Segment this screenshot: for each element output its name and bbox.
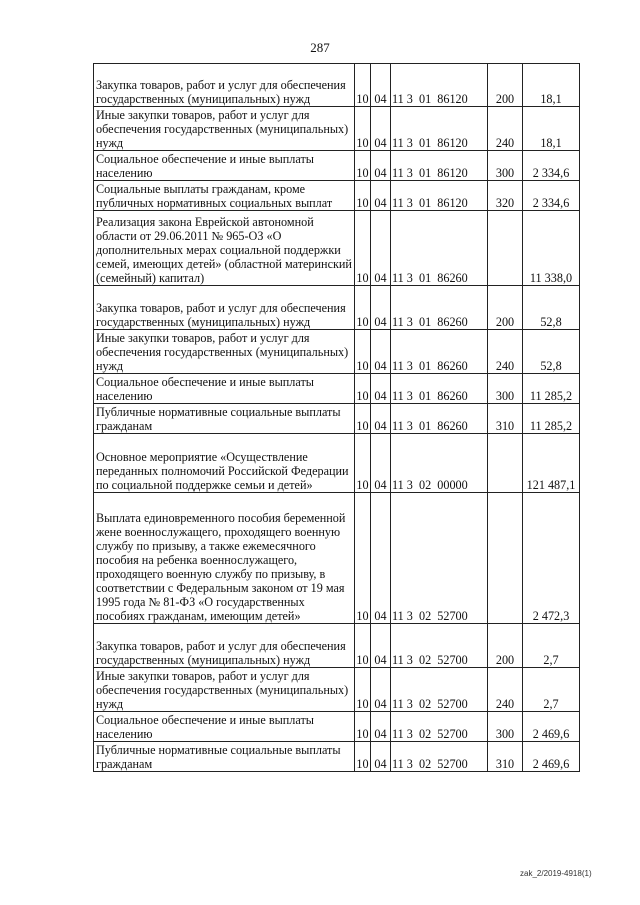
row-section-code: 10 bbox=[355, 64, 371, 107]
row-amount: 18,1 bbox=[523, 107, 580, 151]
row-amount: 11 338,0 bbox=[523, 211, 580, 286]
row-amount: 11 285,2 bbox=[523, 404, 580, 434]
row-name: Выплата единовременного пособия беременной жене военнослужащего, проходящего военную службу по призыву, а также ежемесячного пособия на ребенка военнослужащего, проходящего военную службу по призыву, в соответствии с Федеральным законом от 19 мая 1995 года № 81-ФЗ «О государственных пособиях гражданам, имеющим детей» bbox=[94, 493, 355, 624]
row-amount: 11 285,2 bbox=[523, 374, 580, 404]
row-amount: 2,7 bbox=[523, 668, 580, 712]
row-program-code: 11 3 01 86260 bbox=[391, 211, 488, 286]
row-amount: 2 469,6 bbox=[523, 742, 580, 772]
row-amount: 2 334,6 bbox=[523, 151, 580, 181]
table-row bbox=[94, 211, 580, 286]
row-subsection-code: 04 bbox=[371, 624, 391, 668]
row-expense-type: 200 bbox=[488, 286, 523, 330]
row-section-code: 10 bbox=[355, 493, 371, 624]
table-row bbox=[94, 434, 580, 493]
row-expense-type: 200 bbox=[488, 624, 523, 668]
row-program-code: 11 3 02 52700 bbox=[391, 668, 488, 712]
row-expense-type: 240 bbox=[488, 107, 523, 151]
row-subsection-code: 04 bbox=[371, 330, 391, 374]
row-program-code: 11 3 02 52700 bbox=[391, 712, 488, 742]
row-section-code: 10 bbox=[355, 712, 371, 742]
table-row bbox=[94, 107, 580, 151]
document-code: zak_2/2019-4918(1) bbox=[520, 869, 592, 878]
row-expense-type: 300 bbox=[488, 374, 523, 404]
row-name: Иные закупки товаров, работ и услуг для обеспечения государственных (муниципальных) нужд bbox=[94, 330, 355, 374]
row-name: Реализация закона Еврейской автономной области от 29.06.2011 № 965-ОЗ «О дополнительных мерах социальной поддержки семей, имеющих детей» (областной материнский (семейный) капитал) bbox=[94, 211, 355, 286]
row-program-code: 11 3 01 86260 bbox=[391, 286, 488, 330]
row-section-code: 10 bbox=[355, 181, 371, 211]
row-program-code: 11 3 02 00000 bbox=[391, 434, 488, 493]
row-amount: 121 487,1 bbox=[523, 434, 580, 493]
row-amount: 52,8 bbox=[523, 286, 580, 330]
row-name: Социальное обеспечение и иные выплаты населению bbox=[94, 374, 355, 404]
row-subsection-code: 04 bbox=[371, 286, 391, 330]
row-subsection-code: 04 bbox=[371, 404, 391, 434]
budget-table bbox=[93, 63, 580, 772]
row-subsection-code: 04 bbox=[371, 434, 391, 493]
row-program-code: 11 3 02 52700 bbox=[391, 624, 488, 668]
row-section-code: 10 bbox=[355, 107, 371, 151]
table-row bbox=[94, 151, 580, 181]
row-name: Публичные нормативные социальные выплаты гражданам bbox=[94, 742, 355, 772]
row-name: Социальное обеспечение и иные выплаты населению bbox=[94, 712, 355, 742]
table-row bbox=[94, 330, 580, 374]
row-name: Социальное обеспечение и иные выплаты населению bbox=[94, 151, 355, 181]
page-number: 287 bbox=[310, 40, 330, 55]
row-section-code: 10 bbox=[355, 286, 371, 330]
row-name: Закупка товаров, работ и услуг для обеспечения государственных (муниципальных) нужд bbox=[94, 286, 355, 330]
row-expense-type: 200 bbox=[488, 64, 523, 107]
row-name: Иные закупки товаров, работ и услуг для обеспечения государственных (муниципальных) нужд bbox=[94, 107, 355, 151]
table-row bbox=[94, 404, 580, 434]
row-section-code: 10 bbox=[355, 434, 371, 493]
row-section-code: 10 bbox=[355, 151, 371, 181]
row-program-code: 11 3 01 86120 bbox=[391, 107, 488, 151]
row-subsection-code: 04 bbox=[371, 712, 391, 742]
row-name: Закупка товаров, работ и услуг для обеспечения государственных (муниципальных) нужд bbox=[94, 624, 355, 668]
table-row bbox=[94, 286, 580, 330]
table-row bbox=[94, 624, 580, 668]
row-expense-type: 320 bbox=[488, 181, 523, 211]
row-subsection-code: 04 bbox=[371, 493, 391, 624]
row-program-code: 11 3 01 86120 bbox=[391, 181, 488, 211]
row-program-code: 11 3 02 52700 bbox=[391, 493, 488, 624]
row-section-code: 10 bbox=[355, 742, 371, 772]
row-expense-type bbox=[488, 434, 523, 493]
row-subsection-code: 04 bbox=[371, 64, 391, 107]
row-amount: 2 334,6 bbox=[523, 181, 580, 211]
table-row bbox=[94, 181, 580, 211]
table-row bbox=[94, 374, 580, 404]
row-program-code: 11 3 01 86260 bbox=[391, 374, 488, 404]
row-amount: 2 472,3 bbox=[523, 493, 580, 624]
row-name: Публичные нормативные социальные выплаты гражданам bbox=[94, 404, 355, 434]
row-expense-type: 310 bbox=[488, 404, 523, 434]
row-expense-type: 300 bbox=[488, 151, 523, 181]
row-program-code: 11 3 01 86260 bbox=[391, 404, 488, 434]
row-program-code: 11 3 01 86120 bbox=[391, 151, 488, 181]
row-section-code: 10 bbox=[355, 211, 371, 286]
row-subsection-code: 04 bbox=[371, 211, 391, 286]
row-subsection-code: 04 bbox=[371, 181, 391, 211]
row-expense-type: 240 bbox=[488, 668, 523, 712]
row-amount: 2,7 bbox=[523, 624, 580, 668]
row-section-code: 10 bbox=[355, 668, 371, 712]
table-row bbox=[94, 742, 580, 772]
row-program-code: 11 3 01 86120 bbox=[391, 64, 488, 107]
row-section-code: 10 bbox=[355, 374, 371, 404]
row-section-code: 10 bbox=[355, 404, 371, 434]
row-expense-type: 310 bbox=[488, 742, 523, 772]
row-subsection-code: 04 bbox=[371, 151, 391, 181]
row-expense-type: 240 bbox=[488, 330, 523, 374]
table-row bbox=[94, 712, 580, 742]
row-expense-type: 300 bbox=[488, 712, 523, 742]
row-section-code: 10 bbox=[355, 624, 371, 668]
row-amount: 2 469,6 bbox=[523, 712, 580, 742]
row-expense-type bbox=[488, 493, 523, 624]
row-name: Социальные выплаты гражданам, кроме публичных нормативных социальных выплат bbox=[94, 181, 355, 211]
table-row bbox=[94, 64, 580, 107]
row-subsection-code: 04 bbox=[371, 668, 391, 712]
table-row bbox=[94, 493, 580, 624]
row-amount: 52,8 bbox=[523, 330, 580, 374]
row-subsection-code: 04 bbox=[371, 374, 391, 404]
row-program-code: 11 3 01 86260 bbox=[391, 330, 488, 374]
row-name: Закупка товаров, работ и услуг для обеспечения государственных (муниципальных) нужд bbox=[94, 64, 355, 107]
row-name: Основное мероприятие «Осуществление переданных полномочий Российской Федерации по социальной поддержке семьи и детей» bbox=[94, 434, 355, 493]
table-row bbox=[94, 668, 580, 712]
row-subsection-code: 04 bbox=[371, 107, 391, 151]
row-section-code: 10 bbox=[355, 330, 371, 374]
row-subsection-code: 04 bbox=[371, 742, 391, 772]
row-program-code: 11 3 02 52700 bbox=[391, 742, 488, 772]
row-amount: 18,1 bbox=[523, 64, 580, 107]
row-name: Иные закупки товаров, работ и услуг для обеспечения государственных (муниципальных) нужд bbox=[94, 668, 355, 712]
row-expense-type bbox=[488, 211, 523, 286]
